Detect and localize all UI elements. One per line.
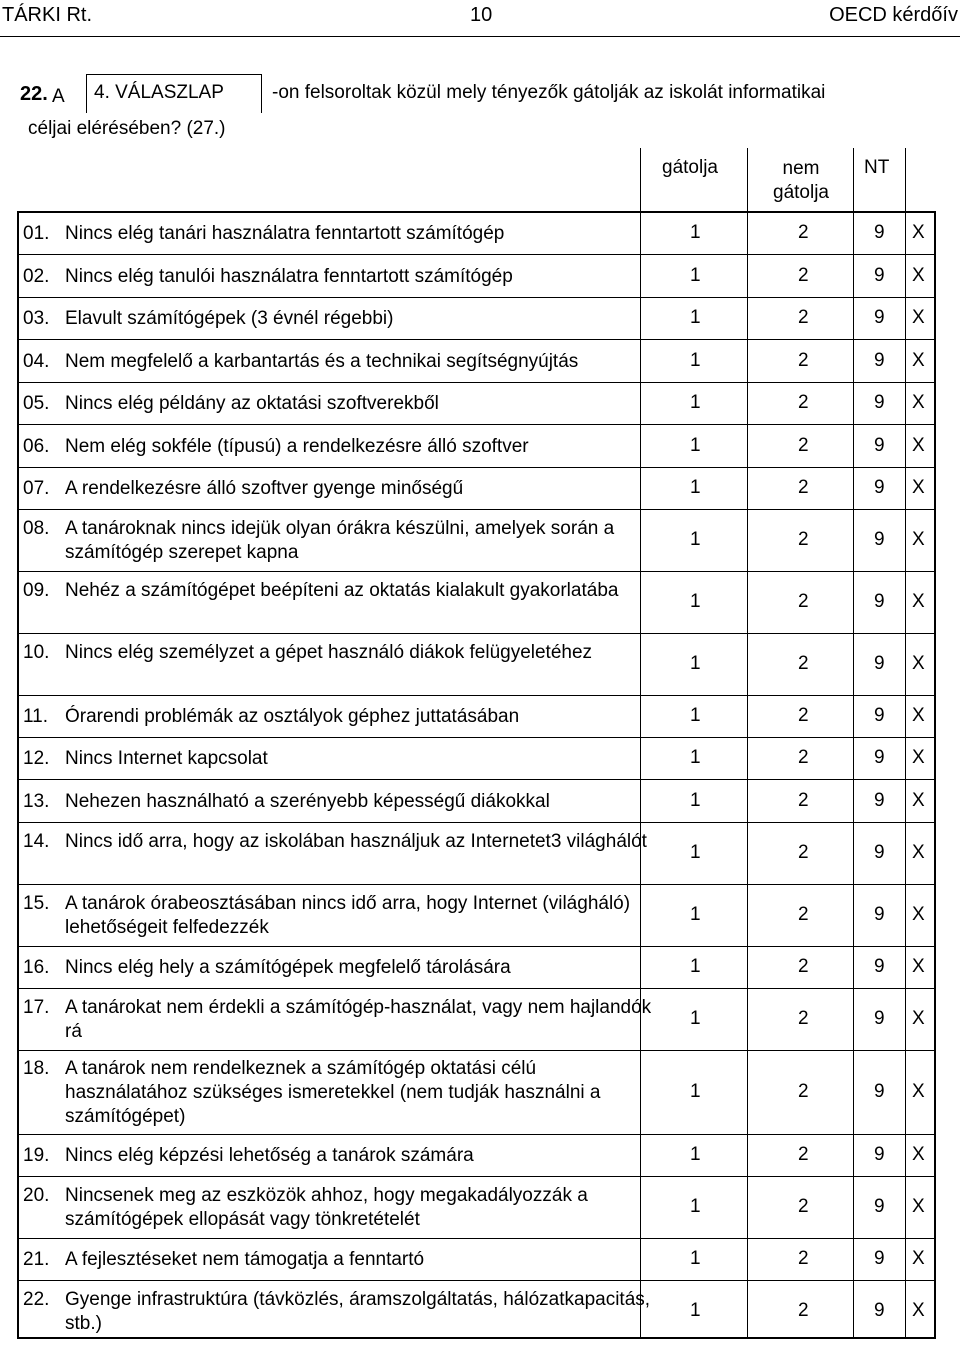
code-x[interactable]: X [912,222,925,243]
row-label: A tanárok nem rendelkeznek a számítógép oktatási célú használatához szükséges ismeretekkel (nem tudják használni a számítógépet) [65,1058,601,1127]
table-row [19,298,934,340]
code-9[interactable]: 9 [874,350,885,371]
row-number: 19. [23,1145,50,1166]
code-1[interactable]: 1 [690,1081,701,1102]
code-9[interactable]: 9 [874,1300,885,1321]
code-2[interactable]: 2 [798,222,809,243]
code-1[interactable]: 1 [690,1300,701,1321]
row-label: Nincs elég példány az oktatási szoftverekből [65,393,439,414]
table-row [19,1051,934,1135]
row-label: A tanárokat nem érdekli a számítógép-használat, vagy nem hajlandók rá [65,997,652,1042]
code-9[interactable]: 9 [874,392,885,413]
table-row [19,1281,934,1343]
code-1[interactable]: 1 [690,222,701,243]
code-1[interactable]: 1 [690,392,701,413]
code-1[interactable]: 1 [690,435,701,456]
column-divider [853,148,854,213]
code-1[interactable]: 1 [690,790,701,811]
code-2[interactable]: 2 [798,653,809,674]
code-1[interactable]: 1 [690,477,701,498]
row-number: 13. [23,791,50,812]
code-2[interactable]: 2 [798,435,809,456]
table-row [19,1177,934,1239]
code-9[interactable]: 9 [874,222,885,243]
row-number: 07. [23,478,50,499]
page-number: 10 [470,4,493,26]
code-9[interactable]: 9 [874,1144,885,1165]
table-row [19,823,934,885]
row-number: 06. [23,436,50,457]
code-x[interactable]: X [912,307,925,328]
table-row [19,885,934,947]
row-number: 21. [23,1249,50,1270]
row-number: 16. [23,957,50,978]
row-label: Nehezen használható a szerényebb képességű diákokkal [65,791,550,812]
code-x[interactable]: X [912,1144,925,1165]
code-x[interactable]: X [912,529,925,550]
code-x[interactable]: X [912,747,925,768]
code-2[interactable]: 2 [798,1300,809,1321]
column-divider [905,148,906,213]
code-9[interactable]: 9 [874,904,885,925]
code-1[interactable]: 1 [690,1144,701,1165]
row-label: Nincs idő arra, hogy az iskolában használjuk az Internetet3 világhálót [65,831,647,852]
row-label: Elavult számítógépek (3 évnél régebbi) [65,308,394,329]
table-row [19,1135,934,1177]
table-row [19,780,934,823]
page-header [0,0,960,37]
code-x[interactable]: X [912,790,925,811]
row-number: 15. [23,893,50,914]
row-label: Nincs Internet kapcsolat [65,748,268,769]
code-9[interactable]: 9 [874,747,885,768]
code-1[interactable]: 1 [690,265,701,286]
code-x[interactable]: X [912,1081,925,1102]
code-9[interactable]: 9 [874,705,885,726]
answer-card-label: 4. VÁLASZLAP [94,82,224,103]
table-row [19,572,934,634]
row-label: Nincs elég tanulói használatra fenntartott számítógép [65,266,513,287]
row-number: 03. [23,308,50,329]
row-number: 08. [23,518,50,539]
code-2[interactable]: 2 [798,477,809,498]
code-1[interactable]: 1 [690,529,701,550]
code-1[interactable]: 1 [690,350,701,371]
code-x[interactable]: X [912,904,925,925]
code-9[interactable]: 9 [874,1081,885,1102]
code-x[interactable]: X [912,1196,925,1217]
row-number: 11. [23,706,49,727]
table-row [19,696,934,738]
code-x[interactable]: X [912,591,925,612]
code-2[interactable]: 2 [798,1196,809,1217]
code-1[interactable]: 1 [690,1196,701,1217]
row-label: Nem megfelelő a karbantartás és a technikai segítségnyújtás [65,351,579,372]
code-9[interactable]: 9 [874,1008,885,1029]
table-row [19,340,934,383]
row-number: 09. [23,580,50,601]
row-number: 20. [23,1185,50,1206]
code-2[interactable]: 2 [798,956,809,977]
row-number: 02. [23,266,50,287]
code-9[interactable]: 9 [874,435,885,456]
code-9[interactable]: 9 [874,790,885,811]
table-row [19,510,934,572]
table-row [19,255,934,298]
row-number: 18. [23,1058,50,1079]
code-1[interactable]: 1 [690,956,701,977]
code-x[interactable]: X [912,1300,925,1321]
code-x[interactable]: X [912,705,925,726]
code-x[interactable]: X [912,842,925,863]
row-number: 05. [23,393,50,414]
header-organization: TÁRKI Rt. [2,4,93,26]
row-label: Nincs elég hely a számítógépek megfelelő tárolására [65,957,511,978]
code-2[interactable]: 2 [798,1081,809,1102]
table-row [19,634,934,696]
code-9[interactable]: 9 [874,842,885,863]
code-2[interactable]: 2 [798,265,809,286]
code-1[interactable]: 1 [690,653,701,674]
code-x[interactable]: X [912,435,925,456]
code-2[interactable]: 2 [798,307,809,328]
table-row [19,425,934,468]
code-9[interactable]: 9 [874,956,885,977]
header-document-title: OECD kérdőív [829,4,958,26]
code-x[interactable]: X [912,1248,925,1269]
code-1[interactable]: 1 [690,747,701,768]
row-label: Nehéz a számítógépet beépíteni az oktatás kialakult gyakorlatába [65,580,619,601]
row-number: 12. [23,748,50,769]
code-2[interactable]: 2 [798,591,809,612]
row-label: A fejlesztéseket nem támogatja a fenntartó [65,1249,425,1270]
code-2[interactable]: 2 [798,350,809,371]
code-9[interactable]: 9 [874,591,885,612]
code-1[interactable]: 1 [690,1248,701,1269]
question-text-line2: céljai elérésében? (27.) [28,118,226,139]
row-number: 22. [23,1289,50,1310]
code-x[interactable]: X [912,477,925,498]
code-1[interactable]: 1 [690,591,701,612]
row-label: A tanárok órabeosztásában nincs idő arra, hogy Internet (világháló) lehetőségeit felfedezzék [65,893,631,938]
code-2[interactable]: 2 [798,705,809,726]
row-number: 10. [23,642,50,663]
column-header-gatolja: gátolja [662,157,718,178]
code-2[interactable]: 2 [798,904,809,925]
row-label: Nem elég sokféle (típusú) a rendelkezésre álló szoftver [65,436,529,457]
row-label: Gyenge infrastruktúra (távközlés, áramszolgáltatás, hálózatkapacitás, stb.) [65,1289,651,1334]
code-9[interactable]: 9 [874,307,885,328]
code-x[interactable]: X [912,350,925,371]
code-1[interactable]: 1 [690,1008,701,1029]
row-number: 14. [23,831,50,852]
row-label: Nincs elég tanári használatra fenntartott számítógép [65,223,505,244]
row-number: 01. [23,223,50,244]
code-9[interactable]: 9 [874,1196,885,1217]
code-9[interactable]: 9 [874,653,885,674]
column-divider [640,148,641,213]
row-number: 17. [23,997,50,1018]
code-9[interactable]: 9 [874,265,885,286]
row-label: A rendelkezésre álló szoftver gyenge minőségű [65,478,464,499]
answer-card-box [86,74,262,113]
column-header-nem-gatolja: nem gátolja [773,158,829,203]
code-1[interactable]: 1 [690,842,701,863]
code-9[interactable]: 9 [874,1248,885,1269]
code-2[interactable]: 2 [798,790,809,811]
code-2[interactable]: 2 [798,842,809,863]
code-x[interactable]: X [912,956,925,977]
code-x[interactable]: X [912,265,925,286]
row-number: 04. [23,351,50,372]
row-label: Nincs elég képzési lehetőség a tanárok számára [65,1145,474,1166]
column-header-nt: NT [864,157,890,178]
code-2[interactable]: 2 [798,1144,809,1165]
code-1[interactable]: 1 [690,307,701,328]
row-label: Nincsenek meg az eszközök ahhoz, hogy megakadályozzák a számítógépek ellopását vagy tönkretételét [65,1185,588,1230]
table-row [19,1239,934,1281]
table-row [19,383,934,425]
table-row [19,468,934,510]
question-number: 22. [20,83,48,105]
row-label: Órarendi problémák az osztályok géphez juttatásában [65,706,520,727]
table-row [19,738,934,780]
row-label: A tanároknak nincs idejük olyan órákra készülni, amelyek során a számítógép szerepet kapna [65,518,615,563]
row-label: Nincs elég személyzet a gépet használó diákok felügyeletéhez [65,642,593,663]
code-x[interactable]: X [912,653,925,674]
code-2[interactable]: 2 [798,1008,809,1029]
question-text-line1: -on felsoroltak közül mely tényezők gátolják az iskolát informatikai [272,82,826,103]
table-row [19,213,934,255]
code-1[interactable]: 1 [690,705,701,726]
code-x[interactable]: X [912,392,925,413]
code-2[interactable]: 2 [798,1248,809,1269]
code-2[interactable]: 2 [798,529,809,550]
table-row [19,989,934,1051]
code-x[interactable]: X [912,1008,925,1029]
code-2[interactable]: 2 [798,747,809,768]
code-2[interactable]: 2 [798,392,809,413]
code-1[interactable]: 1 [690,904,701,925]
column-divider [747,148,748,213]
code-9[interactable]: 9 [874,477,885,498]
code-9[interactable]: 9 [874,529,885,550]
question-prefix: A [52,86,65,107]
response-table [17,211,936,1339]
table-row [19,947,934,989]
